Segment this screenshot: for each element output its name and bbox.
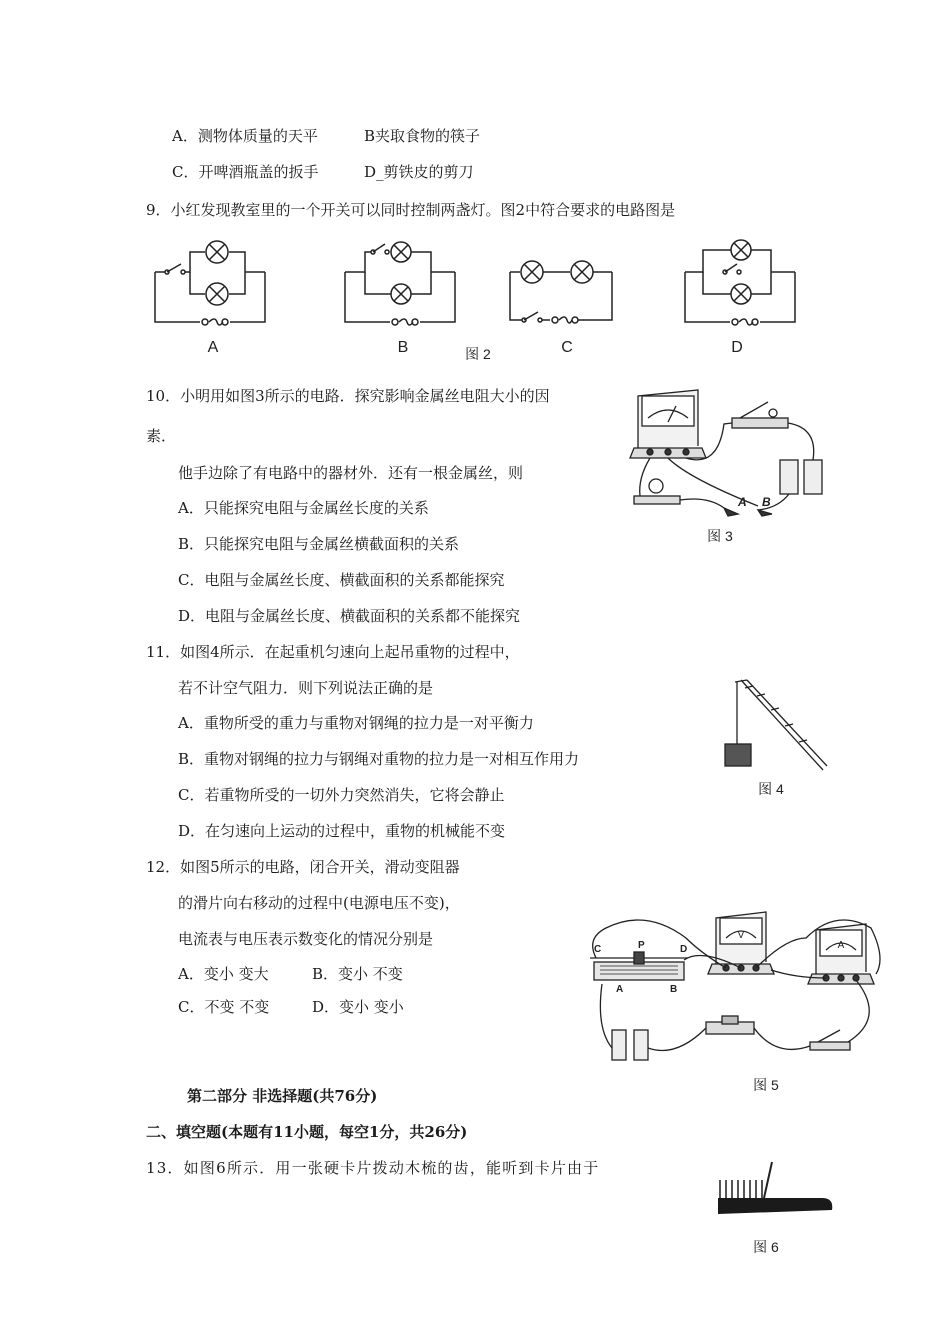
q10-option-a: A．只能探究电阻与金属丝长度的关系 [178,499,429,517]
q11-option-a: A．重物所受的重力与重物对钢绳的拉力是一对平衡力 [178,714,534,732]
q11-stem-line1: 11．如图4所示．在起重机匀速向上起吊重物的过程中， [146,643,520,661]
q10-stem-line1: 10．小明用如图3所示的电路．探究影响金属丝电阻大小的因 [146,387,550,405]
circuit-d-label: D [731,339,743,356]
circuit-d [685,240,795,325]
circuit-c-label: C [561,339,573,356]
figure-2-circuits [145,232,815,367]
figure-5-apparatus [586,908,896,1098]
q11-option-c: C．若重物所受的一切外力突然消失，它将会静止 [178,786,505,804]
circuit-a [155,241,265,325]
q8-option-b: B夹取食物的筷子 [364,127,481,145]
q10-stem-line3: 他手边除了有电路中的器材外．还有一根金属丝，则 [178,464,524,482]
section-2-heading: 二、填空题(本题有11小题，每空1分，共26分) [146,1123,468,1141]
circuit-b-label: B [397,339,409,356]
figure-5-label-p: P [638,940,645,951]
figure-5-label-b: B [670,984,678,995]
figure-6-comb [710,1158,835,1258]
q10-stem-line2: 素． [146,427,177,445]
figure-5-ammeter-symbol: A [837,940,845,951]
q11-option-d: D．在匀速向上运动的过程中，重物的机械能不变 [178,822,506,840]
q10-option-c: C．电阻与金属丝长度、横截面积的关系都能探究 [178,571,505,589]
figure-5-label: 图 5 [753,1077,779,1093]
q12-option-a: A．变小 变大 [178,965,269,983]
figure-3-point-a: A [738,495,747,509]
figure-3-point-b: B [762,495,771,509]
q8-option-c: C．开啤酒瓶盖的扳手 [172,163,319,181]
q11-option-b: B．重物对钢绳的拉力与钢绳对重物的拉力是一对相互作用力 [178,750,580,768]
figure-5-voltmeter-symbol: V [737,930,745,941]
q8-option-a: A．测物体质量的天平 [172,127,318,145]
q12-stem-line1: 12．如图5所示的电路，闭合开关，滑动变阻器 [146,858,460,876]
q10-option-b: B．只能探究电阻与金属丝横截面积的关系 [178,535,460,553]
figure-5-label-a: A [616,984,624,995]
figure-3-label: 图 3 [707,528,733,544]
figure-2-label: 图 2 [465,346,491,362]
q12-option-d: D．变小 变小 [312,998,404,1016]
figure-5-label-c: C [594,944,602,955]
figure-5-label-d: D [680,944,688,955]
q13-stem: 13．如图6所示．用一张硬卡片拨动木梳的齿，能听到卡片由于 [146,1159,600,1177]
figure-6-label: 图 6 [753,1239,779,1255]
q9-stem: 9．小红发现教室里的一个开关可以同时控制两盏灯。图2中符合要求的电路图是 [146,201,676,219]
q10-option-d: D．电阻与金属丝长度、横截面积的关系都不能探究 [178,607,521,625]
q12-stem-line3: 电流表与电压表示数变化的情况分别是 [178,930,434,948]
q12-stem-line2: 的滑片向右移动的过程中(电源电压不变)， [178,894,460,912]
q11-stem-line2: 若不计空气阻力．则下列说法正确的是 [178,679,434,697]
circuit-c [510,261,612,323]
q12-option-b: B．变小 不变 [312,965,403,983]
figure-3-apparatus [628,388,833,548]
circuit-b [345,242,455,325]
q12-option-c: C．不变 不变 [178,998,270,1016]
q8-option-d: D_剪铁皮的剪刀 [364,163,474,181]
figure-4-crane [715,670,835,805]
circuit-a-label: A [207,339,219,356]
figure-4-label: 图 4 [758,781,784,797]
part2-title: 第二部分 非选择题(共76分) [187,1087,378,1105]
